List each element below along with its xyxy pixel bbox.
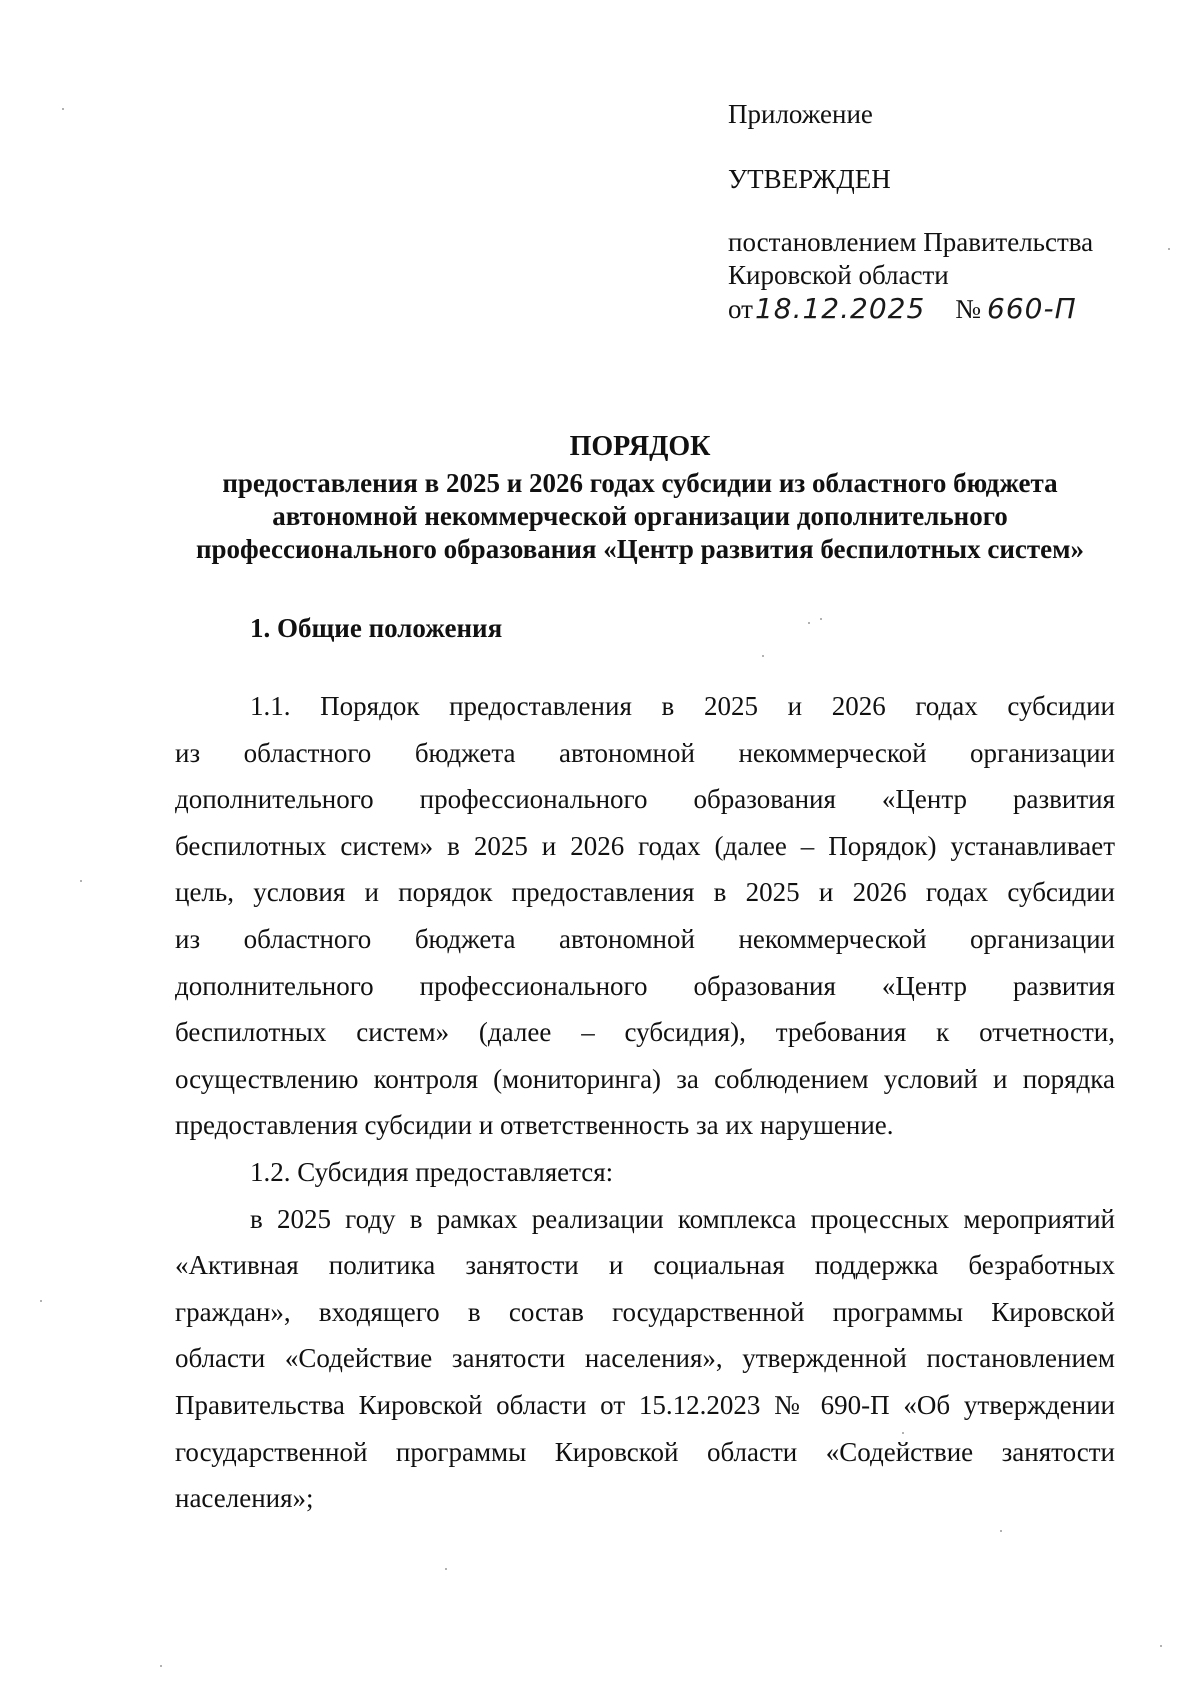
section-heading: 1. Общие положения [250,613,503,643]
paragraph-line: «Активная политика занятости и социальная поддержка безработных [175,1250,1115,1281]
handwritten-date: 18.12.2025 [754,292,926,325]
paragraph-line: дополнительного профессионального образования «Центр развития [175,784,1115,815]
paragraph-line: предоставления субсидии и ответственность за их нарушение. [175,1110,894,1141]
scan-speck [808,622,810,624]
appendix-label: Приложение [728,99,873,129]
approved-by-line-1: постановлением Правительства [728,227,1094,257]
document-subtitle-line: профессионального образования «Центр развития беспилотных систем» [195,534,1085,564]
scan-speck [62,108,64,110]
paragraph-line: области «Содействие занятости населения», утвержденной постановлением [175,1343,1115,1374]
scan-speck [160,1665,162,1667]
paragraph-line: государственной программы Кировской области «Содействие занятости [175,1436,1115,1467]
scan-speck [80,880,82,882]
paragraph-line: населения»; [175,1483,314,1514]
approved-label: УТВЕРЖДЕН [728,164,891,194]
approval-date-row [728,292,1158,326]
document-subtitle-line: предоставления в 2025 и 2026 годах субсидии из областного бюджета [222,468,1058,498]
scan-speck [1000,1530,1002,1532]
scan-speck [40,1300,42,1302]
scan-speck [445,1568,447,1570]
approved-by-line-2: Кировской области [728,260,949,290]
paragraph-line: из областного бюджета автономной некоммерческой организации [175,923,1115,954]
paragraph-line: беспилотных систем» в 2025 и 2026 годах (далее – Порядок) устанавливает [175,830,1115,861]
scan-speck [762,655,764,657]
scan-speck [1168,248,1170,250]
document-subtitle-line: автономной некоммерческой организации дополнительного [272,501,1008,531]
scan-speck [820,618,822,620]
approval-block [728,98,1158,326]
paragraph-line: 1.1. Порядок предоставления в 2025 и 2026 годах субсидии [250,691,1115,721]
date-prefix: от [728,294,753,324]
paragraph-line: в 2025 году в рамках реализации комплекса процессных мероприятий [250,1203,1115,1234]
scan-speck [1160,1645,1162,1647]
scan-speck [902,1432,904,1434]
paragraph-line: 1.2. Субсидия предоставляется: [250,1156,614,1187]
paragraph-line: беспилотных систем» (далее – субсидия), требования к отчетности, [175,1017,1115,1048]
paragraph-line: граждан», входящего в состав государственной программы Кировской [175,1296,1115,1327]
paragraph-line: осуществлению контроля (мониторинга) за соблюдением условий и порядка [175,1063,1115,1094]
paragraph-line: Правительства Кировской области от 15.12.2023 № 690-П «Об утверждении [175,1389,1115,1420]
paragraph-line: цель, условия и порядок предоставления в 2025 и 2026 годах субсидии [175,877,1115,908]
number-prefix: № [955,294,982,324]
body-text [175,683,1115,1522]
paragraph-line: дополнительного профессионального образования «Центр развития [175,970,1115,1001]
handwritten-number: 660-П [987,292,1077,325]
document-title: ПОРЯДОК [569,431,711,462]
paragraph-line: из областного бюджета автономной некоммерческой организации [175,737,1115,768]
document-title-block [140,430,1140,566]
